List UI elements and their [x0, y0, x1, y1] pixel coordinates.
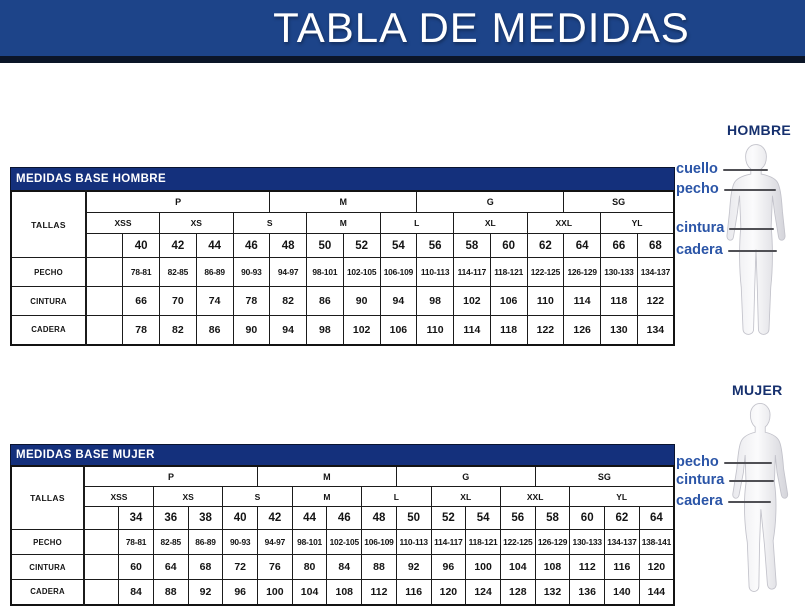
measure-row: [11, 316, 674, 345]
value-cell: 96: [431, 555, 466, 580]
size-number-cell: 44: [196, 234, 233, 258]
value-cell: 96: [223, 580, 258, 605]
size-number-cell: 50: [396, 507, 431, 530]
measure-row: [11, 258, 674, 287]
cadera-leader-line: [728, 501, 771, 503]
size-number-cell: 52: [343, 234, 380, 258]
group-header-cell: G: [417, 191, 564, 213]
value-cell: 90: [343, 287, 380, 316]
size-header-cell: S: [223, 487, 292, 507]
size-number-cell: 60: [490, 234, 527, 258]
pecho-leader-line: [724, 189, 776, 191]
size-header-cell: S: [233, 213, 307, 234]
value-cell: 102-105: [343, 258, 380, 287]
value-cell: 110: [417, 316, 454, 345]
size-number-cell: 62: [527, 234, 564, 258]
mujer-figure-title: MUJER: [732, 382, 783, 398]
hombre-cintura-label: [676, 221, 774, 236]
value-cell: [84, 580, 119, 605]
hombre-cuello-label: [676, 162, 768, 177]
size-header-cell: XXL: [500, 487, 569, 507]
value-cell: 128: [500, 580, 535, 605]
mujer-cadera-label: [676, 494, 771, 509]
hombre-pecho-label: [676, 182, 776, 197]
measure-row: [11, 530, 674, 555]
row-label-cell: PECHO: [11, 530, 84, 555]
size-number-cell: 58: [535, 507, 570, 530]
hombre-size-table-section: [10, 167, 675, 346]
value-cell: 120: [431, 580, 466, 605]
value-cell: 110-113: [417, 258, 454, 287]
value-cell: 102: [343, 316, 380, 345]
value-cell: 98-101: [292, 530, 327, 555]
group-header-cell: M: [270, 191, 417, 213]
size-header-cell: YL: [570, 487, 674, 507]
size-header-cell: XSS: [86, 213, 160, 234]
value-cell: 80: [292, 555, 327, 580]
value-cell: 126-129: [564, 258, 601, 287]
value-cell: 74: [196, 287, 233, 316]
value-cell: 120: [639, 555, 674, 580]
value-cell: 122: [637, 287, 674, 316]
value-cell: 106-109: [380, 258, 417, 287]
cintura-label-text: cintura: [676, 220, 725, 237]
size-number-cell: 40: [223, 507, 258, 530]
value-cell: 82-85: [153, 530, 188, 555]
value-cell: [86, 258, 123, 287]
cintura-leader-line: [729, 480, 774, 482]
value-cell: 70: [160, 287, 197, 316]
size-number-cell: 46: [233, 234, 270, 258]
size-number-cell: [86, 234, 123, 258]
measure-row: [11, 287, 674, 316]
size-number-cell: 48: [270, 234, 307, 258]
value-cell: 140: [605, 580, 640, 605]
measure-row: [11, 555, 674, 580]
group-header-cell: M: [258, 466, 397, 487]
size-number-cell: 62: [605, 507, 640, 530]
value-cell: 82: [160, 316, 197, 345]
size-number-cell: 42: [160, 234, 197, 258]
hombre-cadera-label: [676, 243, 777, 258]
value-cell: 122-125: [500, 530, 535, 555]
page-title: TABLA DE MEDIDAS: [273, 4, 690, 51]
value-cell: 94: [270, 316, 307, 345]
value-cell: 68: [188, 555, 223, 580]
value-cell: 86: [307, 287, 344, 316]
cintura-leader-line: [729, 228, 774, 230]
value-cell: 104: [292, 580, 327, 605]
size-number-cell: 66: [601, 234, 638, 258]
cintura-label-text: cintura: [676, 472, 725, 489]
group-header-cell: P: [84, 466, 258, 487]
value-cell: 86-89: [188, 530, 223, 555]
value-cell: 88: [153, 580, 188, 605]
group-header-cell: P: [86, 191, 270, 213]
value-cell: 132: [535, 580, 570, 605]
value-cell: 106: [380, 316, 417, 345]
value-cell: 134: [637, 316, 674, 345]
size-number-cell: 34: [119, 507, 154, 530]
value-cell: 104: [500, 555, 535, 580]
value-cell: 112: [570, 555, 605, 580]
value-cell: [86, 287, 123, 316]
size-number-cell: 54: [380, 234, 417, 258]
group-header-cell: SG: [535, 466, 674, 487]
size-number-cell: 42: [258, 507, 293, 530]
hombre-measurements-table: [10, 190, 675, 346]
value-cell: 136: [570, 580, 605, 605]
value-cell: 118-121: [466, 530, 501, 555]
size-header-cell: XS: [160, 213, 234, 234]
value-cell: [84, 555, 119, 580]
size-number-cell: 44: [292, 507, 327, 530]
value-cell: 84: [119, 580, 154, 605]
pecho-label-text: pecho: [676, 181, 719, 198]
cadera-label-text: cadera: [676, 242, 723, 259]
size-number-cell: 60: [570, 507, 605, 530]
cuello-label-text: cuello: [676, 161, 718, 178]
value-cell: 92: [188, 580, 223, 605]
value-cell: 98: [307, 316, 344, 345]
size-header-cell: XL: [431, 487, 500, 507]
value-cell: 94: [380, 287, 417, 316]
value-cell: 98-101: [307, 258, 344, 287]
size-number-cell: 48: [362, 507, 397, 530]
value-cell: 134-137: [637, 258, 674, 287]
value-cell: [86, 316, 123, 345]
value-cell: 108: [327, 580, 362, 605]
row-label-cell: CADERA: [11, 316, 86, 345]
value-cell: 130-133: [570, 530, 605, 555]
value-cell: 84: [327, 555, 362, 580]
mujer-figure-block: [663, 375, 805, 611]
value-cell: 82: [270, 287, 307, 316]
size-header-cell: YL: [601, 213, 675, 234]
value-cell: 94-97: [270, 258, 307, 287]
pecho-leader-line: [724, 462, 772, 464]
hombre-table-title: MEDIDAS BASE HOMBRE: [10, 167, 675, 190]
hombre-figure-title: HOMBRE: [727, 122, 792, 138]
title-banner: [0, 0, 805, 56]
value-cell: 126-129: [535, 530, 570, 555]
size-number-cell: 38: [188, 507, 223, 530]
value-cell: 110: [527, 287, 564, 316]
group-header-cell: G: [396, 466, 535, 487]
value-cell: 60: [119, 555, 154, 580]
value-cell: 106: [490, 287, 527, 316]
value-cell: 116: [605, 555, 640, 580]
tallas-corner-cell: TALLAS: [11, 191, 86, 258]
value-cell: 90-93: [233, 258, 270, 287]
size-number-cell: 54: [466, 507, 501, 530]
banner-bottom-strip: [0, 56, 805, 63]
size-number-cell: 64: [564, 234, 601, 258]
value-cell: 88: [362, 555, 397, 580]
value-cell: 116: [396, 580, 431, 605]
value-cell: 102-105: [327, 530, 362, 555]
size-header-cell: L: [380, 213, 454, 234]
mujer-measurements-table: [10, 465, 675, 606]
cuello-leader-line: [723, 169, 768, 171]
size-number-cell: 68: [637, 234, 674, 258]
cadera-leader-line: [728, 250, 777, 252]
group-header-cell: SG: [564, 191, 674, 213]
value-cell: 66: [123, 287, 160, 316]
size-header-cell: XL: [454, 213, 528, 234]
value-cell: 124: [466, 580, 501, 605]
value-cell: 114-117: [454, 258, 491, 287]
value-cell: 130-133: [601, 258, 638, 287]
mujer-size-table-section: [10, 444, 675, 606]
value-cell: 86: [196, 316, 233, 345]
value-cell: 144: [639, 580, 674, 605]
size-header-cell: L: [362, 487, 431, 507]
row-label-cell: CADERA: [11, 580, 84, 605]
value-cell: 102: [454, 287, 491, 316]
value-cell: 122-125: [527, 258, 564, 287]
value-cell: 90-93: [223, 530, 258, 555]
size-header-cell: M: [307, 213, 381, 234]
mujer-table-title: MEDIDAS BASE MUJER: [10, 444, 675, 465]
value-cell: 78-81: [119, 530, 154, 555]
value-cell: 110-113: [396, 530, 431, 555]
tallas-corner-cell: TALLAS: [11, 466, 84, 530]
size-number-cell: [84, 507, 119, 530]
measure-row: [11, 580, 674, 605]
value-cell: 126: [564, 316, 601, 345]
size-number-cell: 64: [639, 507, 674, 530]
size-number-cell: 52: [431, 507, 466, 530]
value-cell: 78: [123, 316, 160, 345]
value-cell: 114-117: [431, 530, 466, 555]
value-cell: 122: [527, 316, 564, 345]
value-cell: 94-97: [258, 530, 293, 555]
size-number-cell: 50: [307, 234, 344, 258]
value-cell: [84, 530, 119, 555]
pecho-label-text: pecho: [676, 454, 719, 471]
value-cell: 90: [233, 316, 270, 345]
size-number-cell: 40: [123, 234, 160, 258]
value-cell: 138-141: [639, 530, 674, 555]
row-label-cell: CINTURA: [11, 287, 86, 316]
value-cell: 100: [258, 580, 293, 605]
value-cell: 114: [564, 287, 601, 316]
size-header-cell: XS: [153, 487, 222, 507]
row-label-cell: CINTURA: [11, 555, 84, 580]
value-cell: 72: [223, 555, 258, 580]
value-cell: 118: [490, 316, 527, 345]
value-cell: 134-137: [605, 530, 640, 555]
size-header-cell: XSS: [84, 487, 153, 507]
size-header-cell: XXL: [527, 213, 601, 234]
value-cell: 130: [601, 316, 638, 345]
value-cell: 114: [454, 316, 491, 345]
size-number-cell: 56: [500, 507, 535, 530]
value-cell: 108: [535, 555, 570, 580]
value-cell: 118: [601, 287, 638, 316]
value-cell: 98: [417, 287, 454, 316]
value-cell: 100: [466, 555, 501, 580]
value-cell: 112: [362, 580, 397, 605]
size-number-cell: 36: [153, 507, 188, 530]
mujer-cintura-label: [676, 473, 774, 488]
size-number-cell: 46: [327, 507, 362, 530]
value-cell: 118-121: [490, 258, 527, 287]
hombre-figure-block: [663, 120, 805, 360]
value-cell: 76: [258, 555, 293, 580]
size-header-cell: M: [292, 487, 361, 507]
value-cell: 64: [153, 555, 188, 580]
value-cell: 106-109: [362, 530, 397, 555]
size-number-cell: 58: [454, 234, 491, 258]
mujer-pecho-label: [676, 455, 772, 470]
value-cell: 92: [396, 555, 431, 580]
cadera-label-text: cadera: [676, 493, 723, 510]
value-cell: 78: [233, 287, 270, 316]
value-cell: 86-89: [196, 258, 233, 287]
value-cell: 82-85: [160, 258, 197, 287]
size-number-cell: 56: [417, 234, 454, 258]
value-cell: 78-81: [123, 258, 160, 287]
row-label-cell: PECHO: [11, 258, 86, 287]
